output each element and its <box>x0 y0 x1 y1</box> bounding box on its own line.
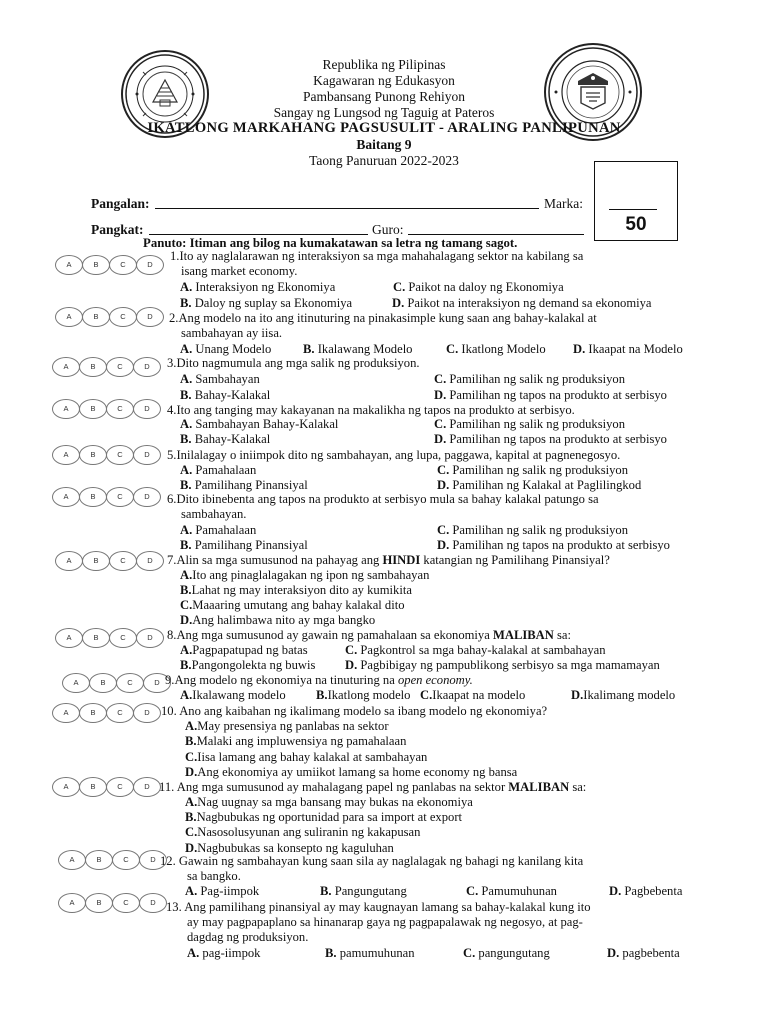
choice-letter: D. <box>185 765 198 779</box>
question-8-text: Ang mga sumusunod ay gawain ng pamahalaan sa ekonomiya <box>176 628 493 642</box>
bubble-d-q13[interactable]: D <box>139 893 167 913</box>
question-11-number: 11. <box>159 780 177 794</box>
choice-letter: A. <box>180 372 193 386</box>
question-13-text-line-3: dagdag ng produksiyon. <box>187 930 309 944</box>
choice-letter: C. <box>185 825 198 839</box>
bubble-c-q4[interactable]: C <box>106 399 134 419</box>
choice-a-q11 <box>185 795 473 810</box>
question-11-stem <box>159 780 586 795</box>
choice-text: Pamumuhunan <box>478 884 557 898</box>
bubble-c-q1[interactable]: C <box>109 255 137 275</box>
choice-letter: C. <box>466 884 479 898</box>
question-12-number: 12. <box>160 854 179 868</box>
answer-bubbles-q5 <box>52 445 162 465</box>
teacher-field[interactable] <box>408 234 584 235</box>
bubble-d-q9[interactable]: D <box>143 673 171 693</box>
question-12-stem <box>160 854 583 869</box>
choice-c-q6 <box>437 523 628 538</box>
question-4-number: 4. <box>167 403 177 417</box>
bubble-d-q12[interactable]: D <box>139 850 167 870</box>
choice-letter: A. <box>185 795 198 809</box>
bubble-a-q1[interactable]: A <box>55 255 83 275</box>
question-6-stem <box>167 492 599 507</box>
choice-d-q12 <box>609 884 682 899</box>
question-6-text-line-2: sambahayan. <box>181 507 247 521</box>
choice-text: Iisa lamang ang bahay kalakal at sambahayan <box>197 750 428 764</box>
choice-letter: D. <box>434 388 447 402</box>
choice-letter: D. <box>573 342 586 356</box>
question-10-number: 10. <box>161 704 180 718</box>
choice-letter: C. <box>463 946 476 960</box>
choice-c-q13 <box>463 946 550 961</box>
choice-letter: B. <box>180 658 192 672</box>
choice-letter: B. <box>325 946 337 960</box>
choice-c-q3 <box>434 372 625 387</box>
choice-text: Pagbibigay ng pampublikong serbisyo sa mga mamamayan <box>357 658 660 672</box>
bubble-c-q10[interactable]: C <box>106 703 134 723</box>
choice-text: Ikaapat na Modelo <box>585 342 683 356</box>
choice-letter: D. <box>571 688 584 702</box>
bubble-a-q13[interactable]: A <box>58 893 86 913</box>
bubble-b-q13[interactable]: B <box>85 893 113 913</box>
choice-b-q3 <box>180 388 270 403</box>
question-4-text: Ito ang tanging may kakayanan na makalikha ng tapos na produkto at serbisyo. <box>176 403 575 417</box>
choice-text: Pangongolekta ng buwis <box>191 658 316 672</box>
bubble-d-q3[interactable]: D <box>133 357 161 377</box>
header-republic: Republika ng Pilipinas <box>322 57 446 72</box>
group-label: Pangkat: <box>91 222 144 237</box>
choice-letter: B. <box>180 388 192 402</box>
bubble-b-q8[interactable]: B <box>82 628 110 648</box>
score-label: Marka: <box>544 196 583 211</box>
score-blank-line <box>609 209 657 210</box>
question-2-text: Ang modelo na ito ang itinuturing na pinakasimple kung saan ang bahay-kalakal at <box>178 311 597 325</box>
choice-text: Pamilihan ng salik ng produksiyon <box>449 523 629 537</box>
name-field[interactable] <box>155 208 539 209</box>
answer-bubbles-q2 <box>55 307 165 327</box>
choice-d-q1 <box>392 296 652 311</box>
choice-text: Pag-iimpok <box>197 884 260 898</box>
choice-c-q9 <box>420 688 525 703</box>
answer-bubbles-q8 <box>55 628 165 648</box>
bubble-d-q5[interactable]: D <box>133 445 161 465</box>
choice-text: Pamilihang Pinansiyal <box>191 478 308 492</box>
bubble-d-q1[interactable]: D <box>136 255 164 275</box>
choice-text: Daloy ng suplay sa Ekonomiya <box>191 296 353 310</box>
grade-level: Baitang 9 <box>356 137 412 152</box>
question-3-stem <box>167 356 420 371</box>
choice-a-q10 <box>185 719 389 734</box>
answer-bubbles-q1 <box>55 255 165 275</box>
answer-bubbles-q11 <box>52 777 162 797</box>
choice-text: Pamilihang Pinansiyal <box>191 538 308 552</box>
bubble-c-q6[interactable]: C <box>106 487 134 507</box>
choice-a-q8 <box>180 643 308 658</box>
choice-c-q8 <box>345 643 606 658</box>
choice-letter: C. <box>437 463 450 477</box>
bubble-a-q6[interactable]: A <box>52 487 80 507</box>
choice-text: Ikalawang modelo <box>192 688 286 702</box>
question-6-number: 6. <box>167 492 177 506</box>
choice-text: Sambahayan <box>192 372 260 386</box>
question-7-text: Alin sa mga sumusunod na pahayag ang <box>176 553 383 567</box>
choice-c-q10 <box>185 750 427 765</box>
bubble-c-q9[interactable]: C <box>116 673 144 693</box>
choice-b-q7 <box>180 583 412 598</box>
bubble-a-q3[interactable]: A <box>52 357 80 377</box>
choice-letter: C. <box>434 417 447 431</box>
choice-text: Sambahayan Bahay-Kalakal <box>192 417 339 431</box>
choice-c-q1 <box>393 280 564 295</box>
choice-text: pangungutang <box>475 946 550 960</box>
question-2-stem <box>169 311 597 326</box>
choice-text: Pamilihan ng Kalakal at Paglilingkod <box>449 478 642 492</box>
bubble-d-q2[interactable]: D <box>136 307 164 327</box>
choice-b-q13 <box>325 946 415 961</box>
choice-text: Pamilihan ng salik ng produksiyon <box>449 463 629 477</box>
question-9-number: 9. <box>165 673 175 687</box>
choice-b-q10 <box>185 734 406 749</box>
question-2-text-line-2: sambahayan ay iisa. <box>181 326 283 340</box>
question-3-text: Dito nagmumula ang mga salik ng produksiyon. <box>176 356 420 370</box>
choice-c-q4 <box>434 417 625 432</box>
choice-c-q12 <box>466 884 557 899</box>
choice-a-q1 <box>180 280 335 295</box>
choice-a-q4 <box>180 417 338 432</box>
choice-c-q7 <box>180 598 405 613</box>
choice-text: Lahat ng may interaksiyon dito ay kumikita <box>191 583 412 597</box>
choice-text: Ang ekonomiya ay umiikot lamang sa home economy ng bansa <box>197 765 518 779</box>
bubble-b-q6[interactable]: B <box>79 487 107 507</box>
choice-text: pagbebenta <box>619 946 680 960</box>
choice-text: Pagpapatupad ng batas <box>192 643 308 657</box>
choice-c-q5 <box>437 463 628 478</box>
choice-text: Interaksiyon ng Ekonomiya <box>192 280 336 294</box>
question-5-text: Inilalagay o iniimpok dito ng sambahayan, ang lupa, paggawa, kapital at pagnenegosyo. <box>176 448 621 462</box>
choice-letter: D. <box>345 658 358 672</box>
answer-bubbles-q3 <box>52 357 162 377</box>
choice-a-q9 <box>180 688 286 703</box>
bubble-b-q4[interactable]: B <box>79 399 107 419</box>
answer-bubbles-q12 <box>58 850 168 870</box>
score-box <box>594 161 678 241</box>
choice-letter: B. <box>303 342 315 356</box>
choice-letter: B. <box>180 478 192 492</box>
bubble-a-q9[interactable]: A <box>62 673 90 693</box>
question-11-emphasis: MALIBAN <box>508 780 570 794</box>
question-9-emphasis: open economy. <box>397 673 473 687</box>
choice-b-q8 <box>180 658 315 673</box>
choice-d-q3 <box>434 388 667 403</box>
choice-d-q10 <box>185 765 517 780</box>
choice-d-q8 <box>345 658 660 673</box>
bubble-a-q8[interactable]: A <box>55 628 83 648</box>
choice-text: Ikatlong modelo <box>327 688 411 702</box>
choice-letter: B. <box>320 884 332 898</box>
choice-letter: C. <box>434 372 447 386</box>
choice-text: May presensiya ng panlabas na sektor <box>197 719 389 733</box>
choice-letter: C. <box>185 750 198 764</box>
choice-letter: C. <box>437 523 450 537</box>
choice-letter: A. <box>180 523 193 537</box>
question-10-text: Ano ang kaibahan ng ikalimang modelo sa ibang modelo ng ekonomiya? <box>179 704 548 718</box>
question-8-emphasis: MALIBAN <box>492 628 554 642</box>
choice-c-q2 <box>446 342 546 357</box>
question-1-stem <box>170 249 583 264</box>
choice-letter: A. <box>180 688 193 702</box>
choice-text: Bahay-Kalakal <box>191 432 271 446</box>
choice-letter: D. <box>609 884 622 898</box>
choice-b-q12 <box>320 884 407 899</box>
choice-b-q4 <box>180 432 270 447</box>
answer-bubbles-q13 <box>58 893 168 913</box>
choice-letter: D. <box>437 538 450 552</box>
choice-text: Bahay-Kalakal <box>191 388 271 402</box>
bubble-b-q7[interactable]: B <box>82 551 110 571</box>
choice-letter: C. <box>345 643 358 657</box>
choice-text: Pamilihan ng tapos na produkto at serbisyo <box>446 388 667 402</box>
bubble-b-q1[interactable]: B <box>82 255 110 275</box>
choice-text: Ikaapat na modelo <box>432 688 526 702</box>
instructions: Panuto: Itiman ang bilog na kumakatawan sa letra ng tamang sagot. <box>143 236 518 250</box>
answer-bubbles-q6 <box>52 487 162 507</box>
question-5-number: 5. <box>167 448 177 462</box>
choice-letter: B. <box>185 810 197 824</box>
question-12-text-line-2: sa bangko. <box>187 869 241 883</box>
choice-text: Nagbubukas ng oportunidad para sa import at export <box>196 810 463 824</box>
bubble-c-q7[interactable]: C <box>109 551 137 571</box>
score-total: 50 <box>625 214 647 235</box>
question-10-stem <box>161 704 547 719</box>
teacher-label: Guro: <box>372 222 404 237</box>
bubble-a-q11[interactable]: A <box>52 777 80 797</box>
choice-d-q13 <box>607 946 680 961</box>
name-label: Pangalan: <box>91 196 150 211</box>
choice-d-q7 <box>180 613 375 628</box>
answer-bubbles-q9 <box>62 673 175 693</box>
answer-bubbles-q7 <box>55 551 165 571</box>
choice-text: Pangungutang <box>331 884 407 898</box>
choice-letter: C. <box>393 280 406 294</box>
header-division: Sangay ng Lungsod ng Taguig at Pateros <box>273 105 495 120</box>
bubble-d-q11[interactable]: D <box>133 777 161 797</box>
choice-a-q6 <box>180 523 256 538</box>
bubble-a-q2[interactable]: A <box>55 307 83 327</box>
bubble-c-q2[interactable]: C <box>109 307 137 327</box>
choice-b-q11 <box>185 810 462 825</box>
choice-text: Pamilihan ng tapos na produkto at serbisyo <box>446 432 667 446</box>
choice-d-q5 <box>437 478 641 493</box>
header-region: Pambansang Punong Rehiyon <box>303 89 465 104</box>
choice-text: Pamahalaan <box>192 523 257 537</box>
bubble-d-q10[interactable]: D <box>133 703 161 723</box>
question-1-number: 1. <box>170 249 180 263</box>
school-year: Taong Panuruan 2022-2023 <box>309 153 459 168</box>
bubble-b-q3[interactable]: B <box>79 357 107 377</box>
choice-letter: D. <box>180 613 193 627</box>
choice-text: Nasosolusyunan ang suliranin ng kakapusan <box>197 825 421 839</box>
bubble-c-q8[interactable]: C <box>109 628 137 648</box>
question-2-number: 2. <box>169 311 179 325</box>
choice-letter: B. <box>180 538 192 552</box>
choice-text: Pamilihan ng salik ng produksiyon <box>446 417 626 431</box>
question-13-number: 13. <box>166 900 185 914</box>
question-11-text-end: sa: <box>569 780 587 794</box>
choice-letter: C. <box>446 342 459 356</box>
choice-text: Paikot na interaksiyon ng demand sa ekonomiya <box>404 296 652 310</box>
choice-d-q9 <box>571 688 675 703</box>
choice-text: pamumuhunan <box>336 946 415 960</box>
question-13-stem <box>166 900 591 915</box>
choice-a-q13 <box>187 946 260 961</box>
choice-letter: A. <box>180 417 193 431</box>
choice-text: Ikalimang modelo <box>583 688 676 702</box>
bubble-b-q5[interactable]: B <box>79 445 107 465</box>
bubble-c-q11[interactable]: C <box>106 777 134 797</box>
answer-bubbles-q4 <box>52 399 162 419</box>
bubble-b-q12[interactable]: B <box>85 850 113 870</box>
question-9-stem <box>165 673 473 688</box>
exam-title: IKATLONG MARKAHANG PAGSUSULIT - ARALING PANLIPUNAN <box>147 120 621 136</box>
choice-text: pag-iimpok <box>199 946 261 960</box>
choice-text: Pamilihan ng tapos na produkto at serbisyo <box>449 538 670 552</box>
question-8-number: 8. <box>167 628 177 642</box>
choice-b-q6 <box>180 538 308 553</box>
choice-text: Ikatlong Modelo <box>458 342 546 356</box>
choice-letter: B. <box>180 296 192 310</box>
choice-text: Ikalawang Modelo <box>314 342 413 356</box>
question-5-stem <box>167 448 620 463</box>
question-1-text: Ito ay naglalarawan ng interaksiyon sa mga mahahalagang sektor na kabilang sa <box>179 249 584 263</box>
choice-letter: A. <box>180 643 193 657</box>
choice-text: Unang Modelo <box>192 342 272 356</box>
choice-b-q9 <box>316 688 410 703</box>
bubble-d-q8[interactable]: D <box>136 628 164 648</box>
choice-letter: D. <box>392 296 405 310</box>
bubble-a-q5[interactable]: A <box>52 445 80 465</box>
group-field[interactable] <box>149 234 368 235</box>
question-9-text: Ang modelo ng ekonomiya na tinuturing na <box>174 673 398 687</box>
choice-d-q4 <box>434 432 667 447</box>
choice-letter: B. <box>185 734 197 748</box>
question-4-stem <box>167 403 575 418</box>
choice-letter: A. <box>187 946 200 960</box>
choice-letter: A. <box>180 280 193 294</box>
choice-letter: B. <box>316 688 328 702</box>
question-1-text-line-2: isang market economy. <box>181 264 298 278</box>
bubble-c-q5[interactable]: C <box>106 445 134 465</box>
choice-text: Pamilihan ng salik ng produksiyon <box>446 372 626 386</box>
bubble-b-q9[interactable]: B <box>89 673 117 693</box>
bubble-c-q3[interactable]: C <box>106 357 134 377</box>
question-6-text: Dito ibinebenta ang tapos na produkto at serbisyo mula sa bahay kalakal patungo sa <box>176 492 599 506</box>
choice-a-q2 <box>180 342 271 357</box>
choice-text: Ito ang pinaglalagakan ng ipon ng sambahayan <box>192 568 430 582</box>
question-13-text-line-2: ay may pagpapaplano sa hinanarap gaya ng pagpapalawak ng negosyo, at pag- <box>187 915 583 929</box>
bubble-a-q12[interactable]: A <box>58 850 86 870</box>
choice-a-q7 <box>180 568 429 583</box>
choice-text: Nag uugnay sa mga bansang may bukas na ekonomiya <box>197 795 473 809</box>
choice-b-q5 <box>180 478 308 493</box>
choice-text: Malaki ang impluwensiya ng pamahalaan <box>196 734 407 748</box>
bubble-b-q10[interactable]: B <box>79 703 107 723</box>
choice-a-q5 <box>180 463 256 478</box>
choice-letter: B. <box>180 432 192 446</box>
question-7-stem <box>167 553 610 568</box>
choice-letter: B. <box>180 583 192 597</box>
choice-letter: C. <box>180 598 193 612</box>
choice-text: Paikot na daloy ng Ekonomiya <box>405 280 564 294</box>
bubble-d-q4[interactable]: D <box>133 399 161 419</box>
choice-text: Ang halimbawa nito ay mga bangko <box>192 613 376 627</box>
choice-letter: A. <box>180 342 193 356</box>
choice-d-q2 <box>573 342 683 357</box>
bubble-b-q2[interactable]: B <box>82 307 110 327</box>
bubble-d-q7[interactable]: D <box>136 551 164 571</box>
header-department: Kagawaran ng Edukasyon <box>313 73 455 88</box>
bubble-a-q10[interactable]: A <box>52 703 80 723</box>
choice-d-q6 <box>437 538 670 553</box>
choice-letter: D. <box>185 841 198 855</box>
choice-letter: A. <box>180 568 193 582</box>
choice-text: Pamahalaan <box>192 463 257 477</box>
choice-b-q2 <box>303 342 412 357</box>
bubble-a-q7[interactable]: A <box>55 551 83 571</box>
choice-text: Pagbebenta <box>621 884 683 898</box>
question-11-text: Ang mga sumusunod ay mahalagang papel ng panlabas na sektor <box>176 780 509 794</box>
bubble-c-q12[interactable]: C <box>112 850 140 870</box>
question-12-text: Gawain ng sambahayan kung saan sila ay naglalagak ng bahagi ng kanilang kita <box>178 854 584 868</box>
choice-letter: A. <box>180 463 193 477</box>
choice-letter: D. <box>437 478 450 492</box>
bubble-c-q13[interactable]: C <box>112 893 140 913</box>
question-7-emphasis: HINDI <box>382 553 421 567</box>
choice-text: Nagbubukas sa konsepto ng kaguluhan <box>197 841 394 855</box>
choice-letter: A. <box>185 719 198 733</box>
question-8-stem <box>167 628 571 643</box>
answer-bubbles-q10 <box>52 703 162 723</box>
choice-c-q11 <box>185 825 420 840</box>
choice-a-q3 <box>180 372 260 387</box>
question-7-number: 7. <box>167 553 177 567</box>
choice-text: Pagkontrol sa mga bahay-kalakal at sambahayan <box>357 643 606 657</box>
choice-letter: D. <box>607 946 620 960</box>
choice-letter: C. <box>420 688 433 702</box>
question-3-number: 3. <box>167 356 177 370</box>
choice-text: Maaaring umutang ang bahay kalakal dito <box>192 598 405 612</box>
choice-b-q1 <box>180 296 352 311</box>
bubble-d-q6[interactable]: D <box>133 487 161 507</box>
bubble-b-q11[interactable]: B <box>79 777 107 797</box>
bubble-a-q4[interactable]: A <box>52 399 80 419</box>
choice-letter: A. <box>185 884 198 898</box>
question-13-text: Ang pamilihang pinansiyal ay may kaugnayan lamang sa bahay-kalakal kung ito <box>184 900 591 914</box>
question-8-text-end: sa: <box>553 628 571 642</box>
choice-a-q12 <box>185 884 259 899</box>
question-7-text-end: katangian ng Pamilihang Pinansiyal? <box>420 553 610 567</box>
choice-letter: D. <box>434 432 447 446</box>
